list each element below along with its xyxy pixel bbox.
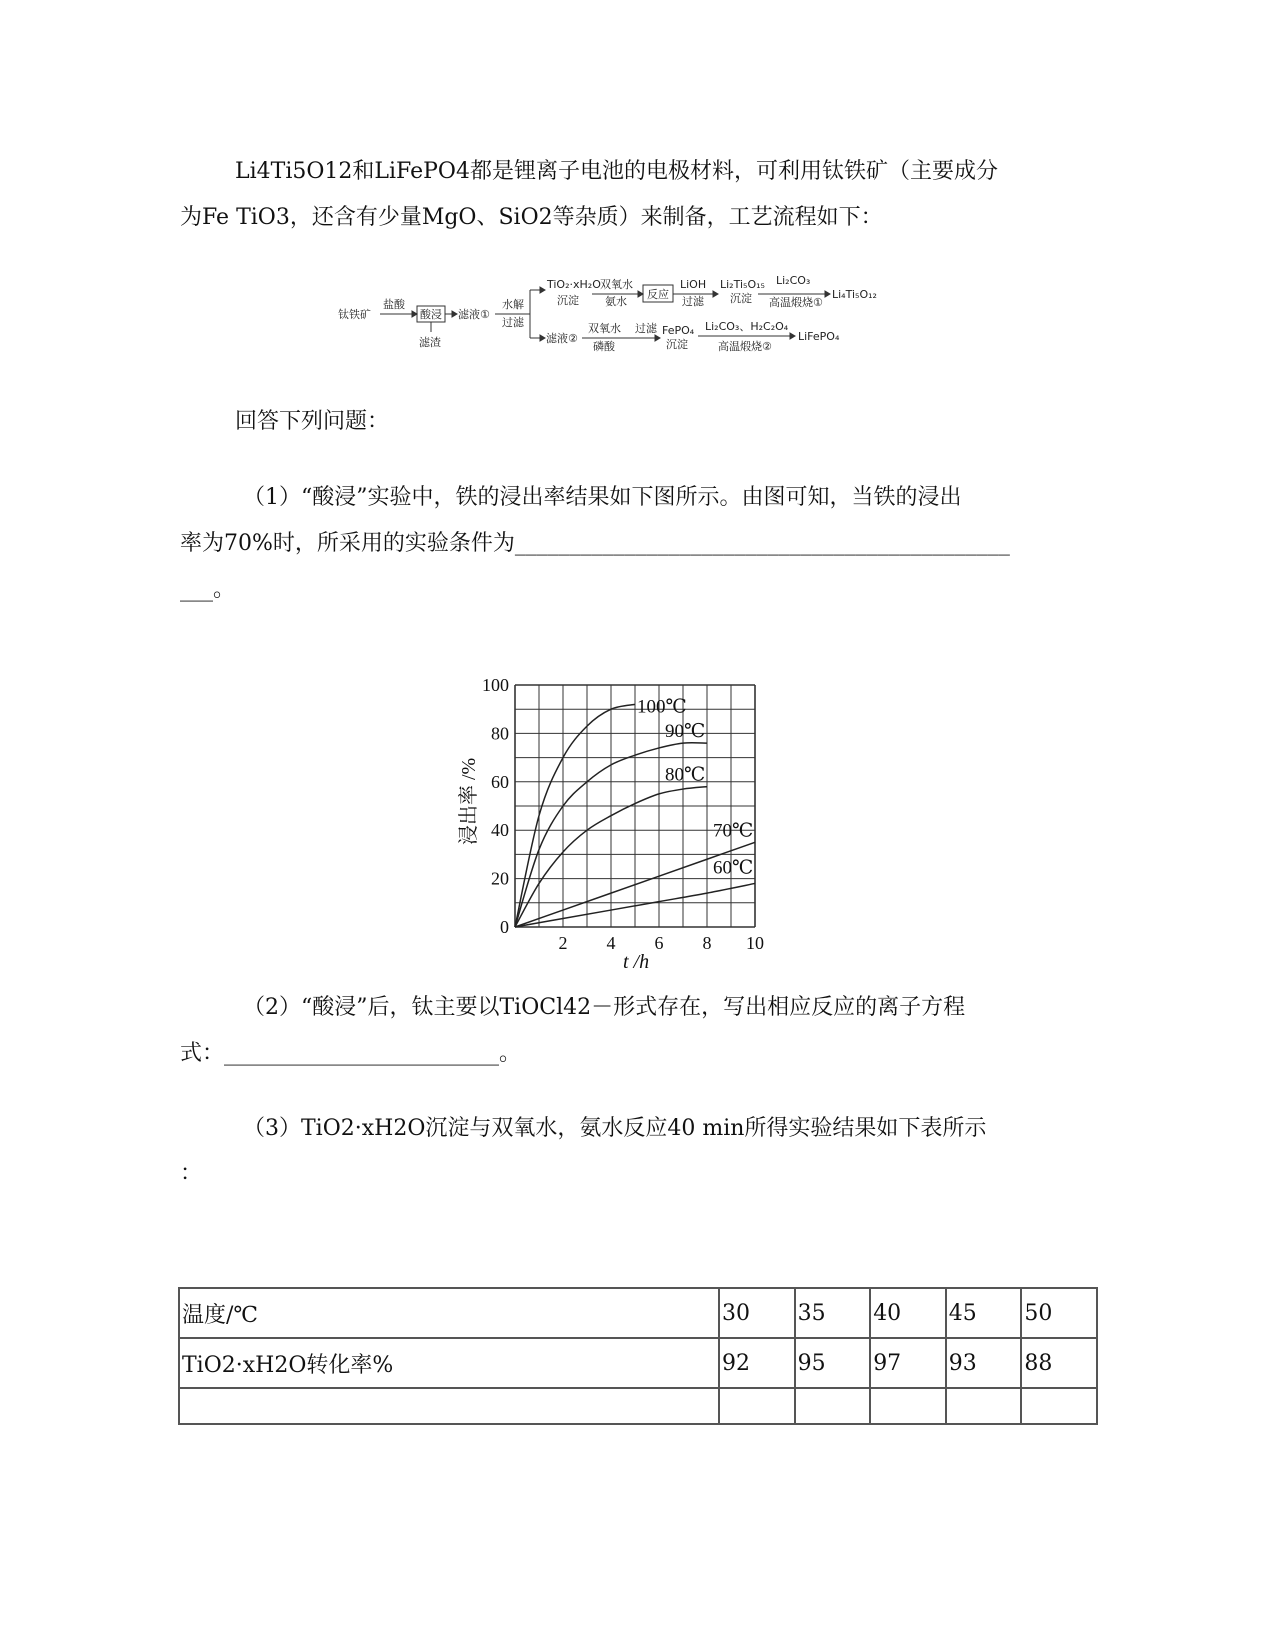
table-cell: [795, 1388, 871, 1424]
q1-line-2: 率为70%时，所采用的实验条件为_____________________________________________: [180, 531, 1010, 556]
table-cell: 93: [946, 1338, 1022, 1388]
table-cell: 50: [1021, 1288, 1097, 1338]
flow-filtrate-1: 滤液①: [458, 308, 490, 321]
y-tick-label: 0: [500, 917, 509, 937]
flow-calcine-2: 高温煅烧②: [718, 340, 772, 353]
q1-line-1: （1）“酸浸”实验中，铁的浸出率结果如下图所示。由图可知，当铁的浸出: [243, 485, 962, 510]
flow-filter-2: 过滤: [682, 295, 704, 308]
table-cell: 97: [870, 1338, 946, 1388]
x-tick-label: 8: [702, 933, 712, 953]
q3-line-1: （3）TiO2·xH2O沉淀与双氧水，氨水反应40 min所得实验结果如下表所示: [243, 1116, 987, 1141]
x-tick-label: 10: [746, 933, 764, 953]
series-label: 90℃: [665, 721, 706, 743]
x-tick-label: 6: [654, 933, 664, 953]
y-tick-label: 40: [491, 820, 509, 841]
flow-precip-2: 沉淀: [730, 292, 752, 305]
table-cell: 温度/℃: [179, 1288, 719, 1338]
y-tick-label: 60: [491, 771, 509, 792]
chart-ylabel: 浸出率 /%: [458, 757, 480, 845]
flow-ilmenite: 钛铁矿: [338, 308, 371, 321]
table-row: [179, 1388, 1097, 1424]
series-label: 80℃: [665, 764, 706, 786]
process-flowchart: [338, 274, 930, 380]
q2-line-2: 式：_________________________。: [180, 1041, 522, 1066]
flow-hcl: 盐酸: [383, 298, 405, 311]
y-tick-label: 100: [482, 675, 509, 695]
intro-line-2: 为Fe TiO3，还含有少量MgO、SiO2等杂质）来制备，工艺流程如下：: [180, 205, 883, 230]
flow-ammonia: 氨水: [605, 295, 627, 308]
leaching-rate-chart: [460, 665, 820, 985]
flow-calcine-1: 高温煅烧①: [769, 296, 823, 309]
table-cell: 95: [795, 1338, 871, 1388]
flow-li4ti5o12: Li₄Ti₅O₁₂: [832, 288, 877, 301]
chart-ticks: [482, 675, 764, 953]
table-cell: TiO2·xH2O转化率%: [179, 1338, 719, 1388]
flow-precip-3: 沉淀: [666, 338, 688, 351]
y-tick-label: 20: [491, 868, 509, 889]
y-tick-label: 80: [491, 723, 509, 744]
flow-residue: 滤渣: [419, 336, 441, 349]
flow-phosphoric: 磷酸: [593, 340, 615, 353]
table-cell: [946, 1388, 1022, 1424]
intro-line-1: Li4Ti5O12和LiFePO4都是锂离子电池的电极材料，可利用钛铁矿（主要成分: [235, 159, 998, 184]
x-tick-label: 2: [558, 933, 568, 953]
table-cell: 30: [719, 1288, 795, 1338]
flow-filter-3: 过滤: [635, 322, 657, 335]
flow-tio2: TiO₂·xH₂O: [547, 278, 601, 291]
table-cell: 35: [795, 1288, 871, 1338]
flow-h2o2-1: 双氧水: [600, 278, 633, 291]
flow-lioh: LiOH: [680, 278, 707, 291]
flow-acid-leach: 酸浸: [420, 308, 442, 321]
table-cell: 45: [946, 1288, 1022, 1338]
table-cell: 92: [719, 1338, 795, 1388]
table-cell: [870, 1388, 946, 1424]
q1-line-3: ___。: [180, 577, 236, 602]
table-cell: [179, 1388, 719, 1424]
table-cell: 88: [1021, 1338, 1097, 1388]
flow-li2co3: Li₂CO₃: [776, 274, 811, 287]
q3-line-2: ：: [180, 1161, 203, 1186]
table-row: [179, 1338, 1097, 1388]
flow-reaction: 反应: [647, 288, 669, 301]
flow-lifepo4: LiFePO₄: [798, 330, 840, 343]
series-label: 60℃: [713, 857, 754, 879]
q2-line-1: （2）“酸浸”后，钛主要以TiOCl42－形式存在，写出相应反应的离子方程: [243, 995, 966, 1020]
flow-h2o2-2: 双氧水: [588, 322, 621, 335]
flow-li2co3-h2c2o4: Li₂CO₃、H₂C₂O₄: [705, 320, 789, 333]
flow-hydrolysis: 水解: [502, 298, 524, 311]
conversion-table: [178, 1287, 1098, 1425]
flow-filter-1: 过滤: [502, 316, 524, 329]
flow-fepo4: FePO₄: [662, 324, 695, 337]
flow-li2ti5o15: Li₂Ti₅O₁₅: [720, 278, 765, 291]
chart-xlabel: t /h: [623, 951, 650, 973]
series-label: 100℃: [637, 696, 687, 718]
flow-precip-1: 沉淀: [557, 294, 579, 307]
flow-filtrate-2: 滤液②: [546, 332, 578, 345]
table-cell: [1021, 1388, 1097, 1424]
table-row: [179, 1288, 1097, 1338]
table-cell: [719, 1388, 795, 1424]
answer-prompt: 回答下列问题：: [235, 409, 390, 434]
series-label: 70℃: [713, 820, 754, 842]
x-tick-label: 4: [606, 933, 616, 953]
table-cell: 40: [870, 1288, 946, 1338]
